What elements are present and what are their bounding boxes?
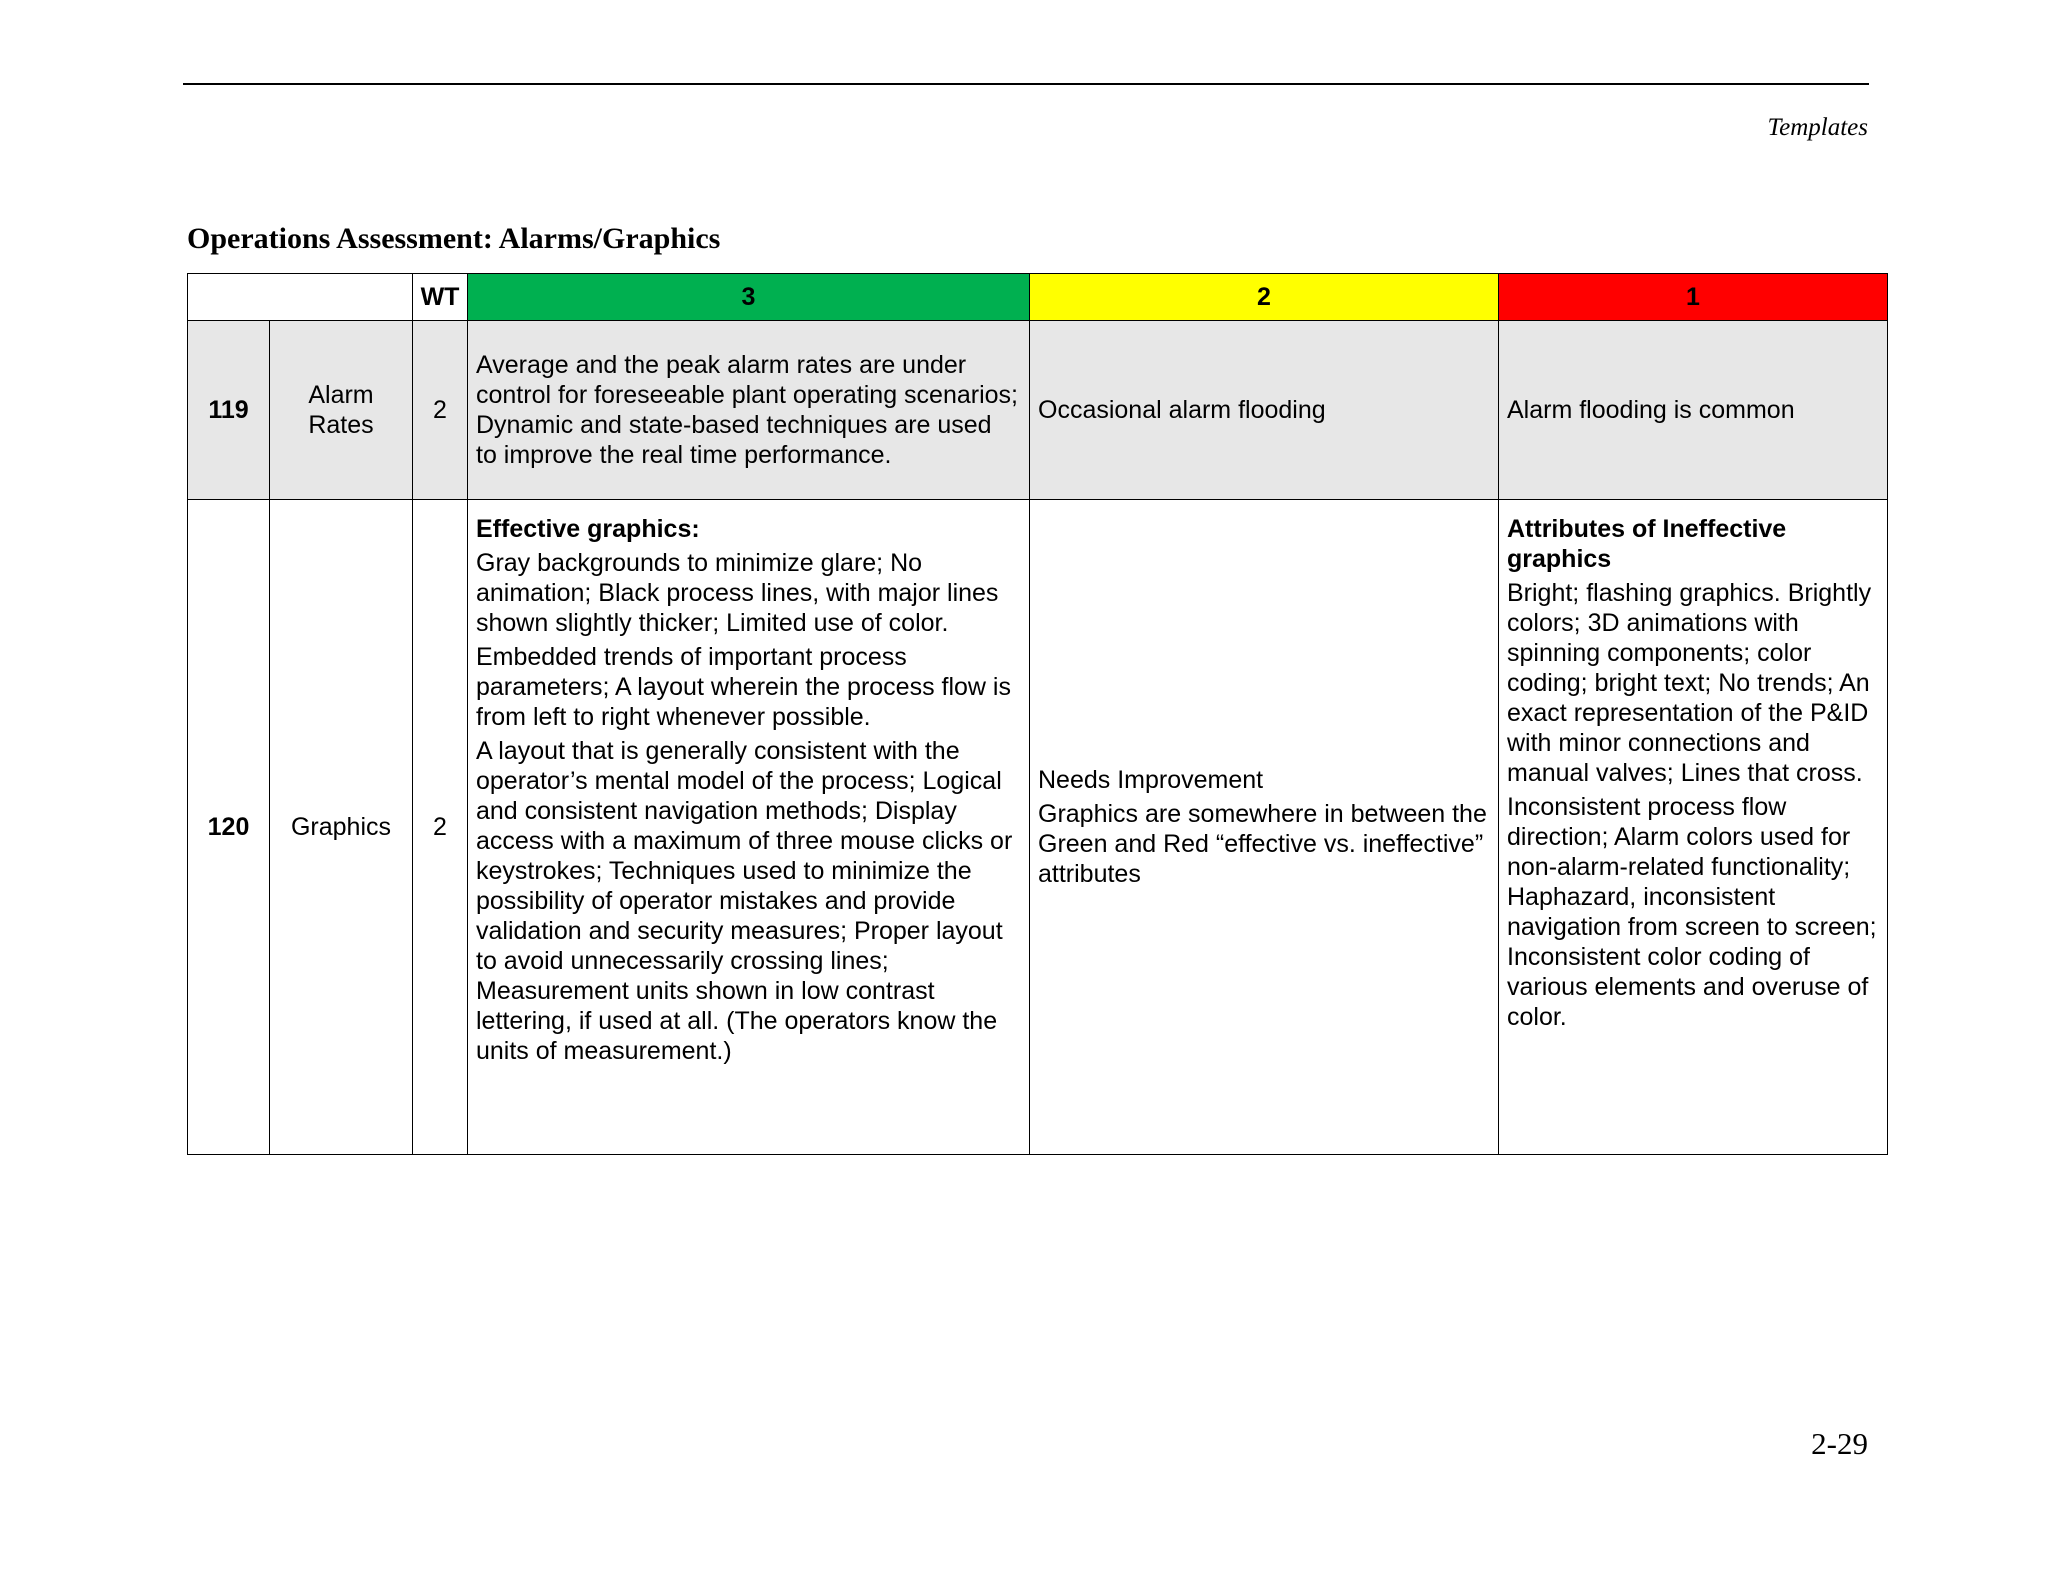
level-3-heading: Effective graphics: [476, 515, 700, 543]
level-3-paragraph: Embedded trends of important process parameters; A layout wherein the process flow is from left to right whenever possible. [476, 643, 1011, 731]
row-level-2-cell [1030, 500, 1499, 1155]
header-level-3: 3 [468, 274, 1030, 321]
header-level-1: 1 [1499, 274, 1888, 321]
level-2-heading: Needs Improvement [1038, 766, 1264, 794]
row-topic [270, 321, 413, 500]
level-1-paragraph: Bright; flashing graphics. Brightly colors; 3D animations with spinning components; color coding; bright text; No trends; An exact representation of the P&ID with minor connections and manual valves; Lines that cross. [1507, 579, 1872, 787]
page-title: Operations Assessment: Alarms/Graphics [187, 222, 721, 255]
row-level-2-text: Occasional alarm flooding [1030, 321, 1499, 500]
table-row [188, 321, 1888, 500]
level-1-heading: Attributes of Ineffective graphics [1507, 515, 1787, 573]
header-wt: WT [413, 274, 468, 321]
row-level-3-text: Average and the peak alarm rates are under control for foreseeable plant operating scenarios; Dynamic and state-based techniques are used to improve the real time performance. [468, 321, 1030, 500]
row-weight: 2 [413, 321, 468, 500]
level-2-paragraph: Graphics are somewhere in between the Green and Red “effective vs. ineffective” attributes [1038, 800, 1487, 888]
page-number: 2-29 [1811, 1426, 1868, 1461]
header-blank-cell [188, 274, 413, 321]
row-number: 119 [188, 321, 270, 500]
level-1-paragraph: Inconsistent process flow direction; Alarm colors used for non-alarm-related functionality; Haphazard, inconsistent navigation from screen to screen; Inconsistent color coding of various elements and overuse of color. [1507, 793, 1877, 1031]
running-head: Templates [1767, 114, 1868, 141]
row-level-3-cell [468, 500, 1030, 1155]
row-level-1-text: Alarm flooding is common [1499, 321, 1888, 500]
assessment-table [187, 273, 1888, 1155]
row-number: 120 [188, 500, 270, 1155]
level-3-paragraph: Gray backgrounds to minimize glare; No animation; Black process lines, with major lines shown slightly thicker; Limited use of color. [476, 549, 999, 637]
header-level-2: 2 [1030, 274, 1499, 321]
level-3-paragraph: A layout that is generally consistent with the operator’s mental model of the process; Logical and consistent navigation methods; Display access with a maximum of three mouse clicks or keystrokes; Techniques used to minimize the possibility of operator mistakes and provide validation and security measures; Proper layout to avoid unnecessarily crossing lines; Measurement units shown in low contrast lettering, if used at all. (The operators know the units of measurement.) [476, 737, 1013, 1065]
table-row [188, 500, 1888, 1155]
row-topic-text: Alarm Rates [308, 381, 374, 439]
row-topic: Graphics [270, 500, 413, 1155]
row-level-1-cell [1499, 500, 1888, 1155]
row-weight: 2 [413, 500, 468, 1155]
header-rule [183, 83, 1869, 85]
table-header-row [188, 274, 1888, 321]
